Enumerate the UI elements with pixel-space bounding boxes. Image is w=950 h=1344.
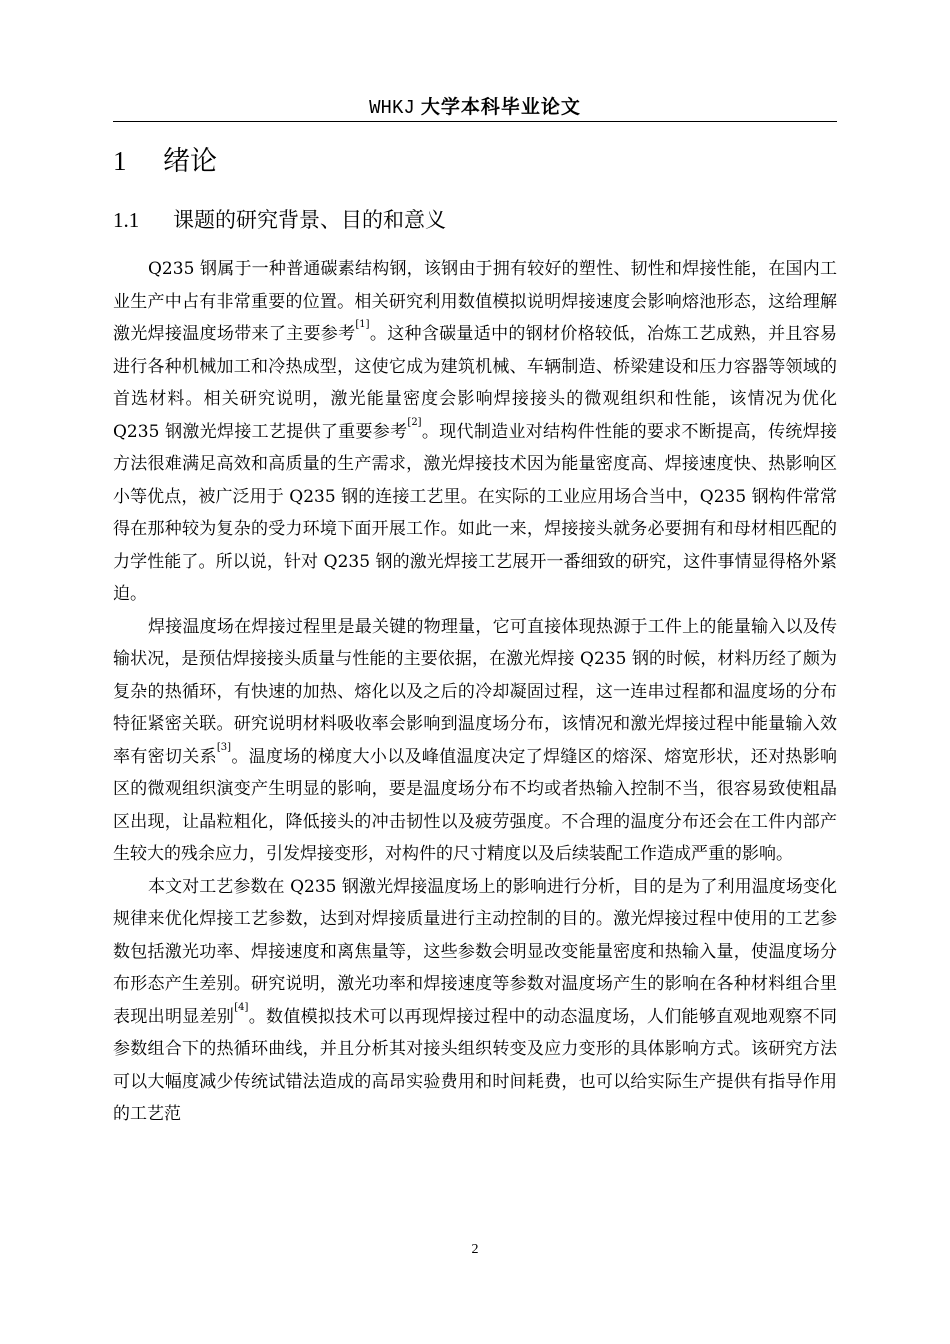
paragraph-text: 。这种含碳量适中的钢材价格较低，冶炼工艺成熟，并且容易进行各种机械加工和冷热成型，这使它成为建筑机械、车辆制造、桥梁建设和压力容器等领域的首选材料。相关研究说明，激光能量密度会影响焊接接头的微观组织和性能，该情况为优化 Q235 钢激光焊接工艺提供了重要参考 [113,324,838,442]
paragraph-text: 。温度场的梯度大小以及峰值温度决定了焊缝区的熔深、熔宽形状，还对热影响区的微观组织演变产生明显的影响，要是温度场分布不均或者热输入控制不当，很容易致使粗晶区出现，让晶粒粗化，降低接头的冲击韧性以及疲劳强度。不合理的温度分布还会在工件内部产生较大的残余应力，引发焊接变形，对构件的尺寸精度以及后续装配工作造成严重的影响。 [113,746,838,864]
paragraph-text: 焊接温度场在焊接过程里是最关键的物理量，它可直接体现热源于工件上的能量输入以及传输状况，是预估焊接接头质量与性能的主要依据，在激光焊接 Q235 钢的时候，材料历经了颇为复杂的热循环，有快速的加热、熔化以及之后的冷却凝固过程，这一连串过程都和温度场的分布特征紧密关联。研究说明材料吸收率会影响到温度场分布，该情况和激光焊接过程中能量输入效率有密切关系 [113,616,837,767]
header-doc-type: 大学本科毕业论文 [420,96,581,118]
chapter-number: 1 [113,146,127,176]
paragraph [113,871,837,1131]
section-title: 课题的研究背景、目的和意义 [173,208,446,232]
citation: [2] [407,416,422,428]
header-rule [113,121,837,122]
citation: [1] [355,319,370,330]
section-number: 1.1 [113,208,140,232]
section-heading [113,205,446,235]
running-header [113,95,837,120]
page-number: 2 [471,1242,479,1257]
body-text [113,253,837,1131]
header-institution: WHKJ [369,97,415,119]
paragraph-text: 。数值模拟技术可以再现焊接过程中的动态温度场，人们能够直观地观察不同参数组合下的热循环曲线，并且分析其对接头组织转变及应力变形的具体影响方式。该研究方法可以大幅度减少传统试错法造成的高昂实验费用和时间耗费，也可以给实际生产提供有指导作用的工艺范 [113,1006,838,1124]
paragraph [113,611,837,871]
chapter-title: 绪论 [163,146,217,177]
paragraph [113,253,837,611]
paragraph-text: 本文对工艺参数在 Q235 钢激光焊接温度场上的影响进行分析，目的是为了利用温度场变化规律来优化焊接工艺参数，达到对焊接质量进行主动控制的目的。激光焊接过程中使用的工艺参数包括激光功率、焊接速度和离焦量等，这些参数会明显改变能量密度和热输入量，使温度场分布形态产生差别。研究说明，激光功率和焊接速度等参数对温度场产生的影响在各种材料组合里表现出明显差别 [113,876,837,1027]
paragraph-text: Q235 钢属于一种普通碳素结构钢，该钢由于拥有较好的塑性、韧性和焊接性能，在国内工业生产中占有非常重要的位置。相关研究利用数值模拟说明焊接速度会影响熔池形态，这给理解激光焊接温度场带来了主要参考 [113,259,837,344]
chapter-heading [113,143,217,180]
citation: [3] [216,741,232,753]
paragraph-text: 。现代制造业对结构件性能的要求不断提高，传统焊接方法很难满足高效和高质量的生产需求，激光焊接技术因为能量密度高、焊接速度快、热影响区小等优点，被广泛用于 Q235 钢的连接工艺里。在实际的工业应用场合当中，Q235 钢构件常常得在那种较为复杂的受力环境下面开展工作。如此一来，焊接接头就务必要拥有和母材相匹配的力学性能了。所以说，针对 Q235 钢的激光焊接工艺展开一番细致的研究，这件事情显得格外紧迫。 [113,421,837,604]
citation: [4] [234,1001,249,1013]
